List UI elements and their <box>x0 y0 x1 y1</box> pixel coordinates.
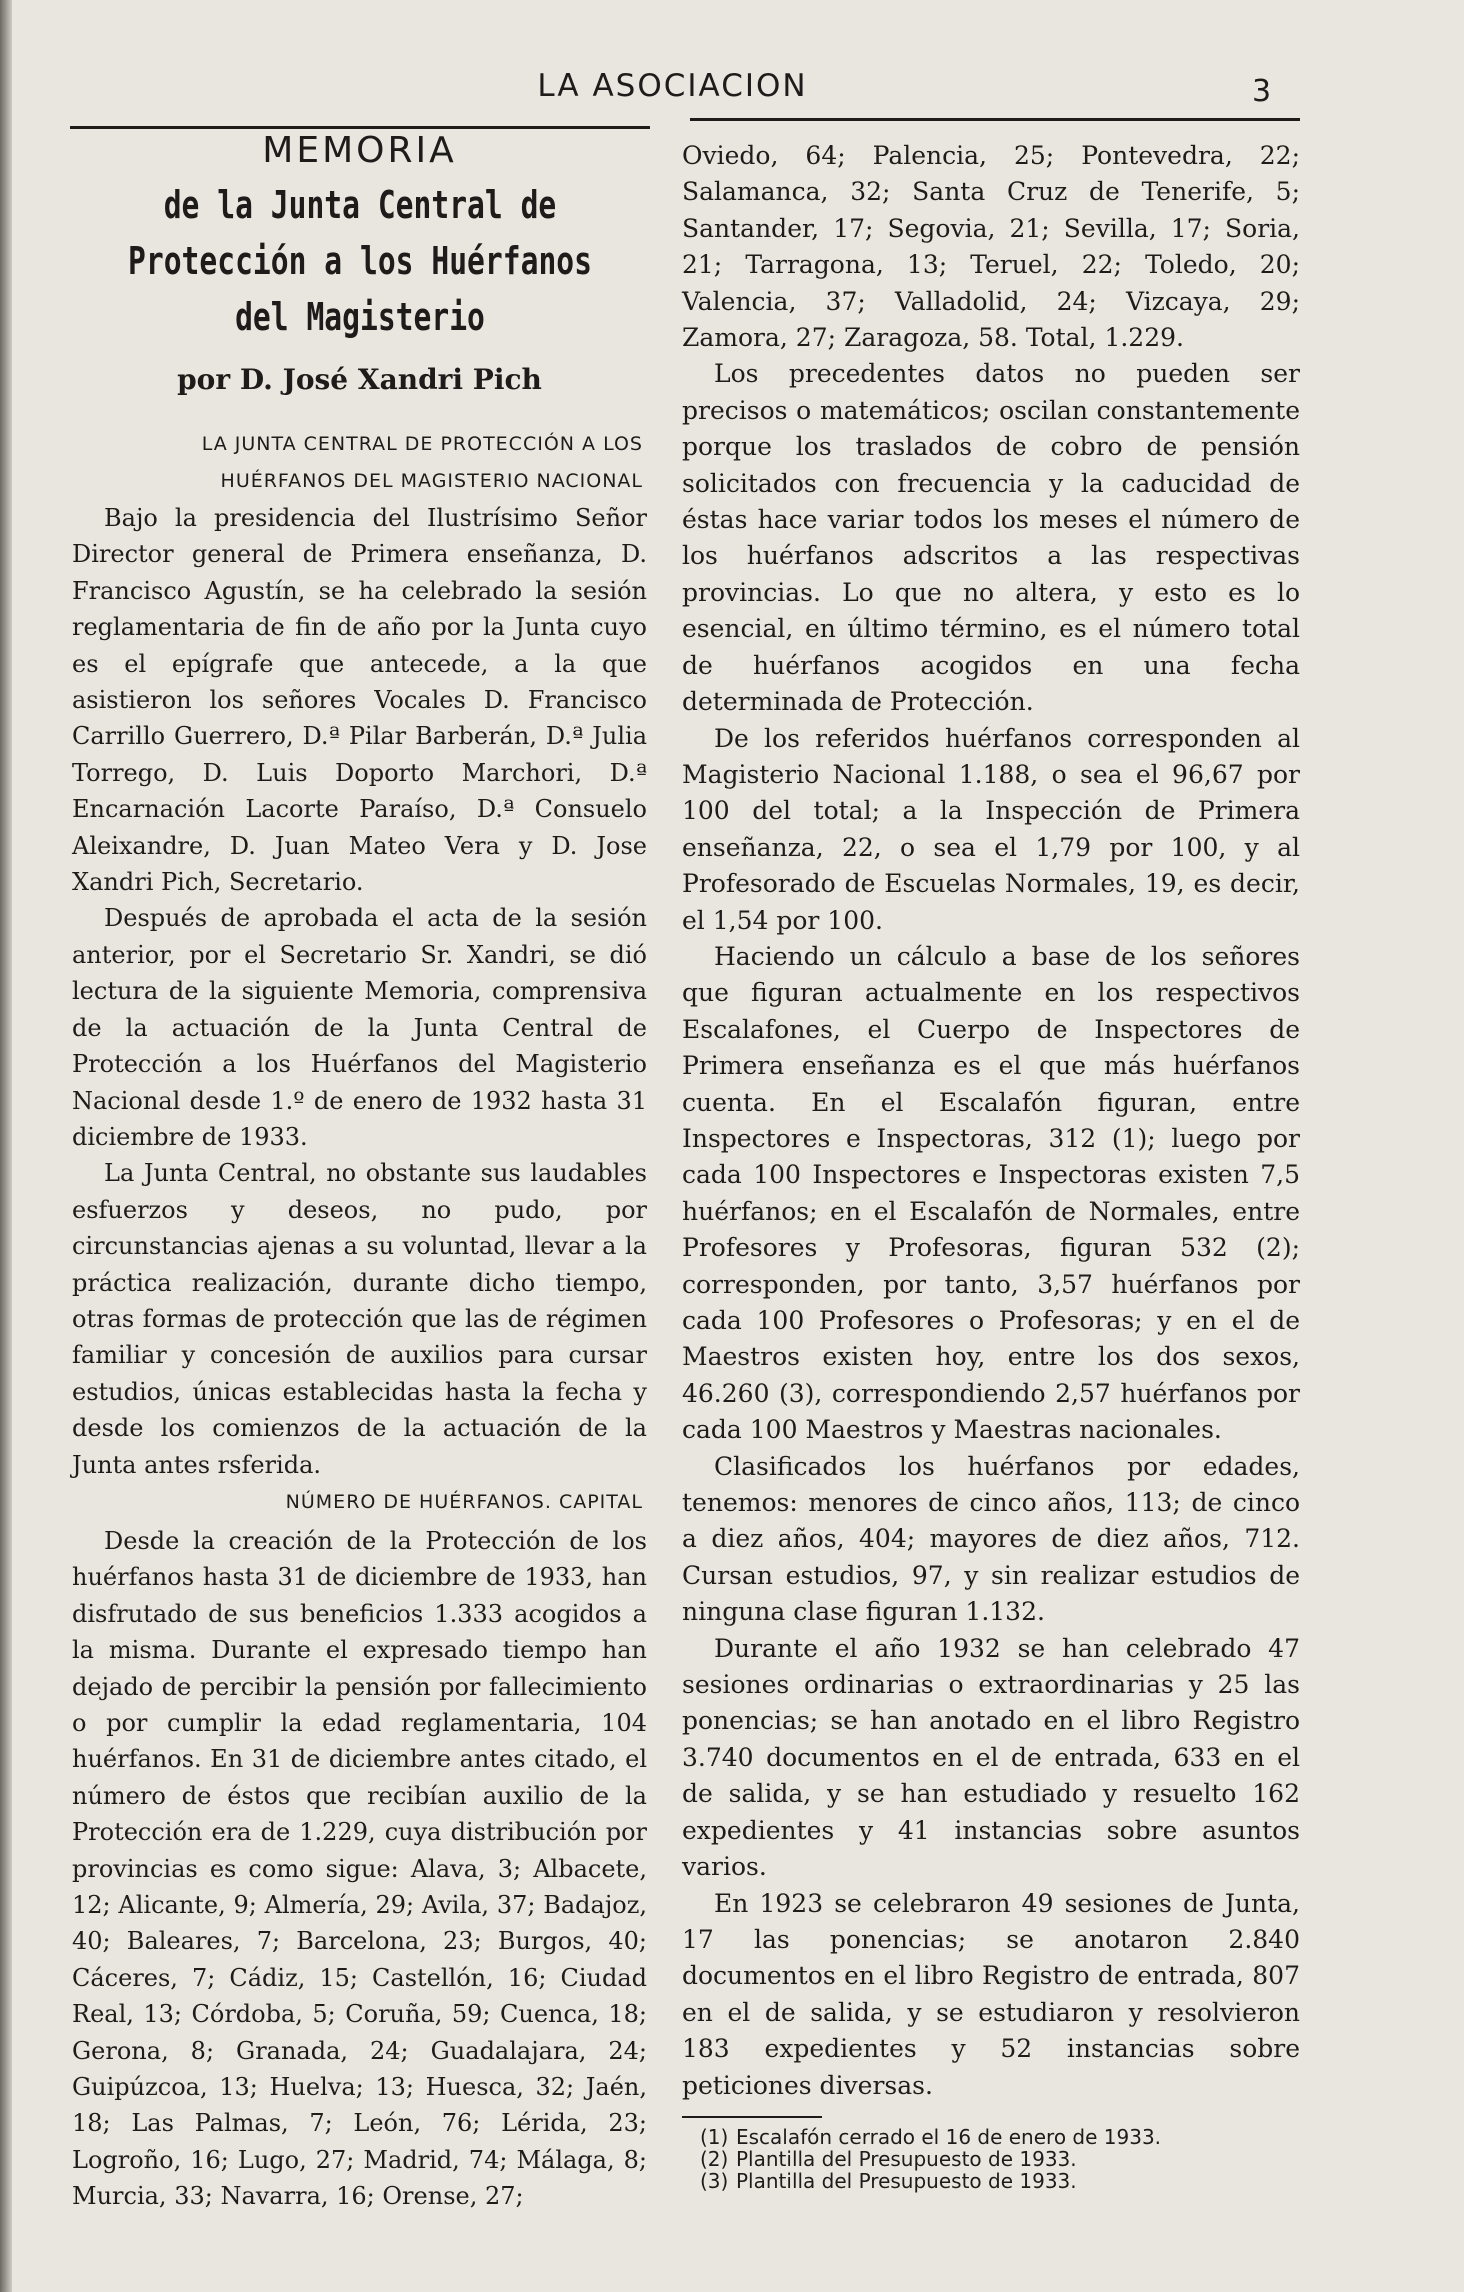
right-column <box>682 138 1300 2192</box>
footnote-text: Escalafón cerrado el 16 de enero de 1933. <box>736 2124 1162 2149</box>
continued-paragraph: Oviedo, 64; Palencia, 25; Pontevedra, 22; Salamanca, 32; Santa Cruz de Tenerife, 5; Santander, 17; Segovia, 21; Sevilla, 17; Soria, 21; Tarragona, 13; Teruel, 22; Toledo, 20; Valencia, 37; Valladolid, 24; Vizcaya, 29; Zamora, 27; Zaragoza, 58. Total, 1.229. <box>682 141 1300 353</box>
page-binding-edge <box>0 0 12 2292</box>
intro-paragraph: Bajo la presidencia del Ilustrísimo Señor Director general de Primera enseñanza, D. Francisco Agustín, se ha celebrado la sesión reglamentaria de fin de año por la Junta cuyo es el epígrafe que antecede, a la que asistieron los señores Vocales D. Francisco Carrillo Guerrero, D.ª Pilar Barberán, D.ª Julia Torrego, D. Luis Doporto Marchori, D.ª Encarnación Lacorte Paraíso, D.ª Consuelo Aleixandre, D. Juan Mateo Vera y D. Jose Xandri Pich, Secretario. <box>72 504 647 897</box>
body-paragraph: De los referidos huérfanos corresponden al Magisterio Nacional 1.188, o sea el 96,67 por 100 del total; a la Inspección de Primera enseñanza, 22, o sea el 1,79 por 100, y al Profesorado de Escuelas Normales, 19, es decir, el 1,54 por 100. <box>682 723 1300 935</box>
addressee-heading: LA JUNTA CENTRAL DE PROTECCIÓN A LOS HUÉRFANOS DEL MAGISTERIO NACIONAL <box>201 433 643 492</box>
footnote-mark: (2) <box>700 2146 729 2171</box>
article-title <box>72 177 646 345</box>
page-number: 3 <box>1252 74 1272 109</box>
body-paragraph: Los precedentes datos no pueden ser precisos o matemáticos; oscilan constantemente porque los traslados de cobro de pensión solicitados con frecuencia y la caducidad de éstas hace variar todos los meses el número de los huérfanos adscritos a las respectivas provincias. Lo que no altera, y esto es lo esencial, en último término, es el número total de huérfanos acogidos en una fecha determinada de Protección. <box>682 359 1300 717</box>
running-title: LA ASOCIACION <box>537 68 808 104</box>
article-title-line-2: del Magisterio <box>234 295 485 339</box>
footnote-item <box>700 2170 1300 2192</box>
body-paragraph: Durante el año 1932 se han celebrado 47 sesiones ordinarias o extraordinarias y 25 las ponencias; se han anotado en el libro Registro 3.740 documentos en el de entrada, 633 en el de salida, y se han estudiado y resuelto 162 expedientes y 41 instancias sobre asuntos varios. <box>682 1633 1300 1882</box>
article-byline: por D. José Xandri Pich <box>177 363 542 396</box>
footnote-mark: (3) <box>700 2168 729 2193</box>
header-rule-right <box>690 118 1300 121</box>
footnote-mark: (1) <box>700 2124 729 2149</box>
body-paragraph: En 1923 se celebraron 49 sesiones de Junta, 17 las ponencias; se anotaron 2.840 documentos en el libro Registro de entrada, 807 en el de salida, y se estudiaron y resolvieron 183 expedientes y 52 instancias sobre peticiones diversas. <box>682 1888 1300 2100</box>
footnote-text: Plantilla del Presupuesto de 1933. <box>736 2146 1077 2171</box>
footnote-rule <box>682 2116 822 2118</box>
intro-paragraph: La Junta Central, no obstante sus laudables esfuerzos y deseos, no pudo, por circunstancias ajenas a su voluntad, llevar a la práctica realización, durante dicho tiempo, otras formas de protección que las de régimen familiar y concesión de auxilios para cursar estudios, únicas establecidas hasta la fecha y desde los comienzos de la actuación de la Junta antes rsferida. <box>72 1159 647 1479</box>
footnote-item <box>700 2148 1300 2170</box>
intro-paragraph: Después de aprobada el acta de la sesión anterior, por el Secretario Sr. Xandri, se dió lectura de la siguiente Memoria, comprensiva de la actuación de la Junta Central de Protección a los Huérfanos del Magisterio Nacional desde 1.º de enero de 1932 hasta 31 diciembre de 1933. <box>72 904 647 1151</box>
body-paragraph: Haciendo un cálculo a base de los señores que figuran actualmente en los respectivos Escalafones, el Cuerpo de Inspectores de Primera enseñanza es el que más huérfanos cuenta. En el Escalafón figuran, entre Inspectores e Inspectoras, 312 (1); luego por cada 100 Inspectores e Inspectoras existen 7,5 huérfanos; en el Escalafón de Normales, entre Profesores y Profesoras, figuran 532 (2); corresponden, por tanto, 3,57 huérfanos por cada 100 Profesores o Profesoras; y en el de Maestros existen hoy, entre los dos sexos, 46.260 (3), correspondiendo 2,57 huérfanos por cada 100 Maestros y Maestras nacionales. <box>682 941 1300 1445</box>
section-paragraph: Desde la creación de la Protección de los huérfanos hasta 31 de diciembre de 1933, han disfrutado de sus beneficios 1.333 acogidos a la misma. Durante el expresado tiempo han dejado de percibir la pensión por fallecimiento o por cumplir la edad reglamentaria, 104 huérfanos. En 31 de diciembre antes citado, el número de éstos que recibían auxilio de la Protección era de 1.229, cuya distribución por provincias es como sigue: Alava, 3; Albacete, 12; Alicante, 9; Almería, 29; Avila, 37; Badajoz, 40; Baleares, 7; Barcelona, 23; Burgos, 40; Cáceres, 7; Cádiz, 15; Castellón, 16; Ciudad Real, 13; Córdoba, 5; Coruña, 59; Cuenca, 18; Gerona, 8; Granada, 24; Guadalajara, 24; Guipúzcoa, 13; Huelva; 13; Huesca, 32; Jaén, 18; Las Palmas, 7; León, 76; Lérida, 23; Logroño, 16; Lugo, 27; Madrid, 74; Málaga, 8; Murcia, 33; Navarra, 16; Orense, 27; <box>72 1526 647 2211</box>
body-paragraph: Clasificados los huérfanos por edades, tenemos: menores de cinco años, 113; de cinco a diez años, 404; mayores de diez años, 712. Cursan estudios, 97, y sin realizar estudios de ninguna clase figuran 1.132. <box>682 1451 1300 1627</box>
footnote-item <box>700 2126 1300 2148</box>
article-kicker: MEMORIA <box>262 130 457 171</box>
left-column <box>72 126 647 2215</box>
article-title-line-1: de la Junta Central de Protección a los Huérfanos <box>127 183 592 283</box>
section-heading: NÚMERO DE HUÉRFANOS. CAPITAL <box>285 1490 643 1513</box>
footnote-text: Plantilla del Presupuesto de 1933. <box>736 2168 1077 2193</box>
